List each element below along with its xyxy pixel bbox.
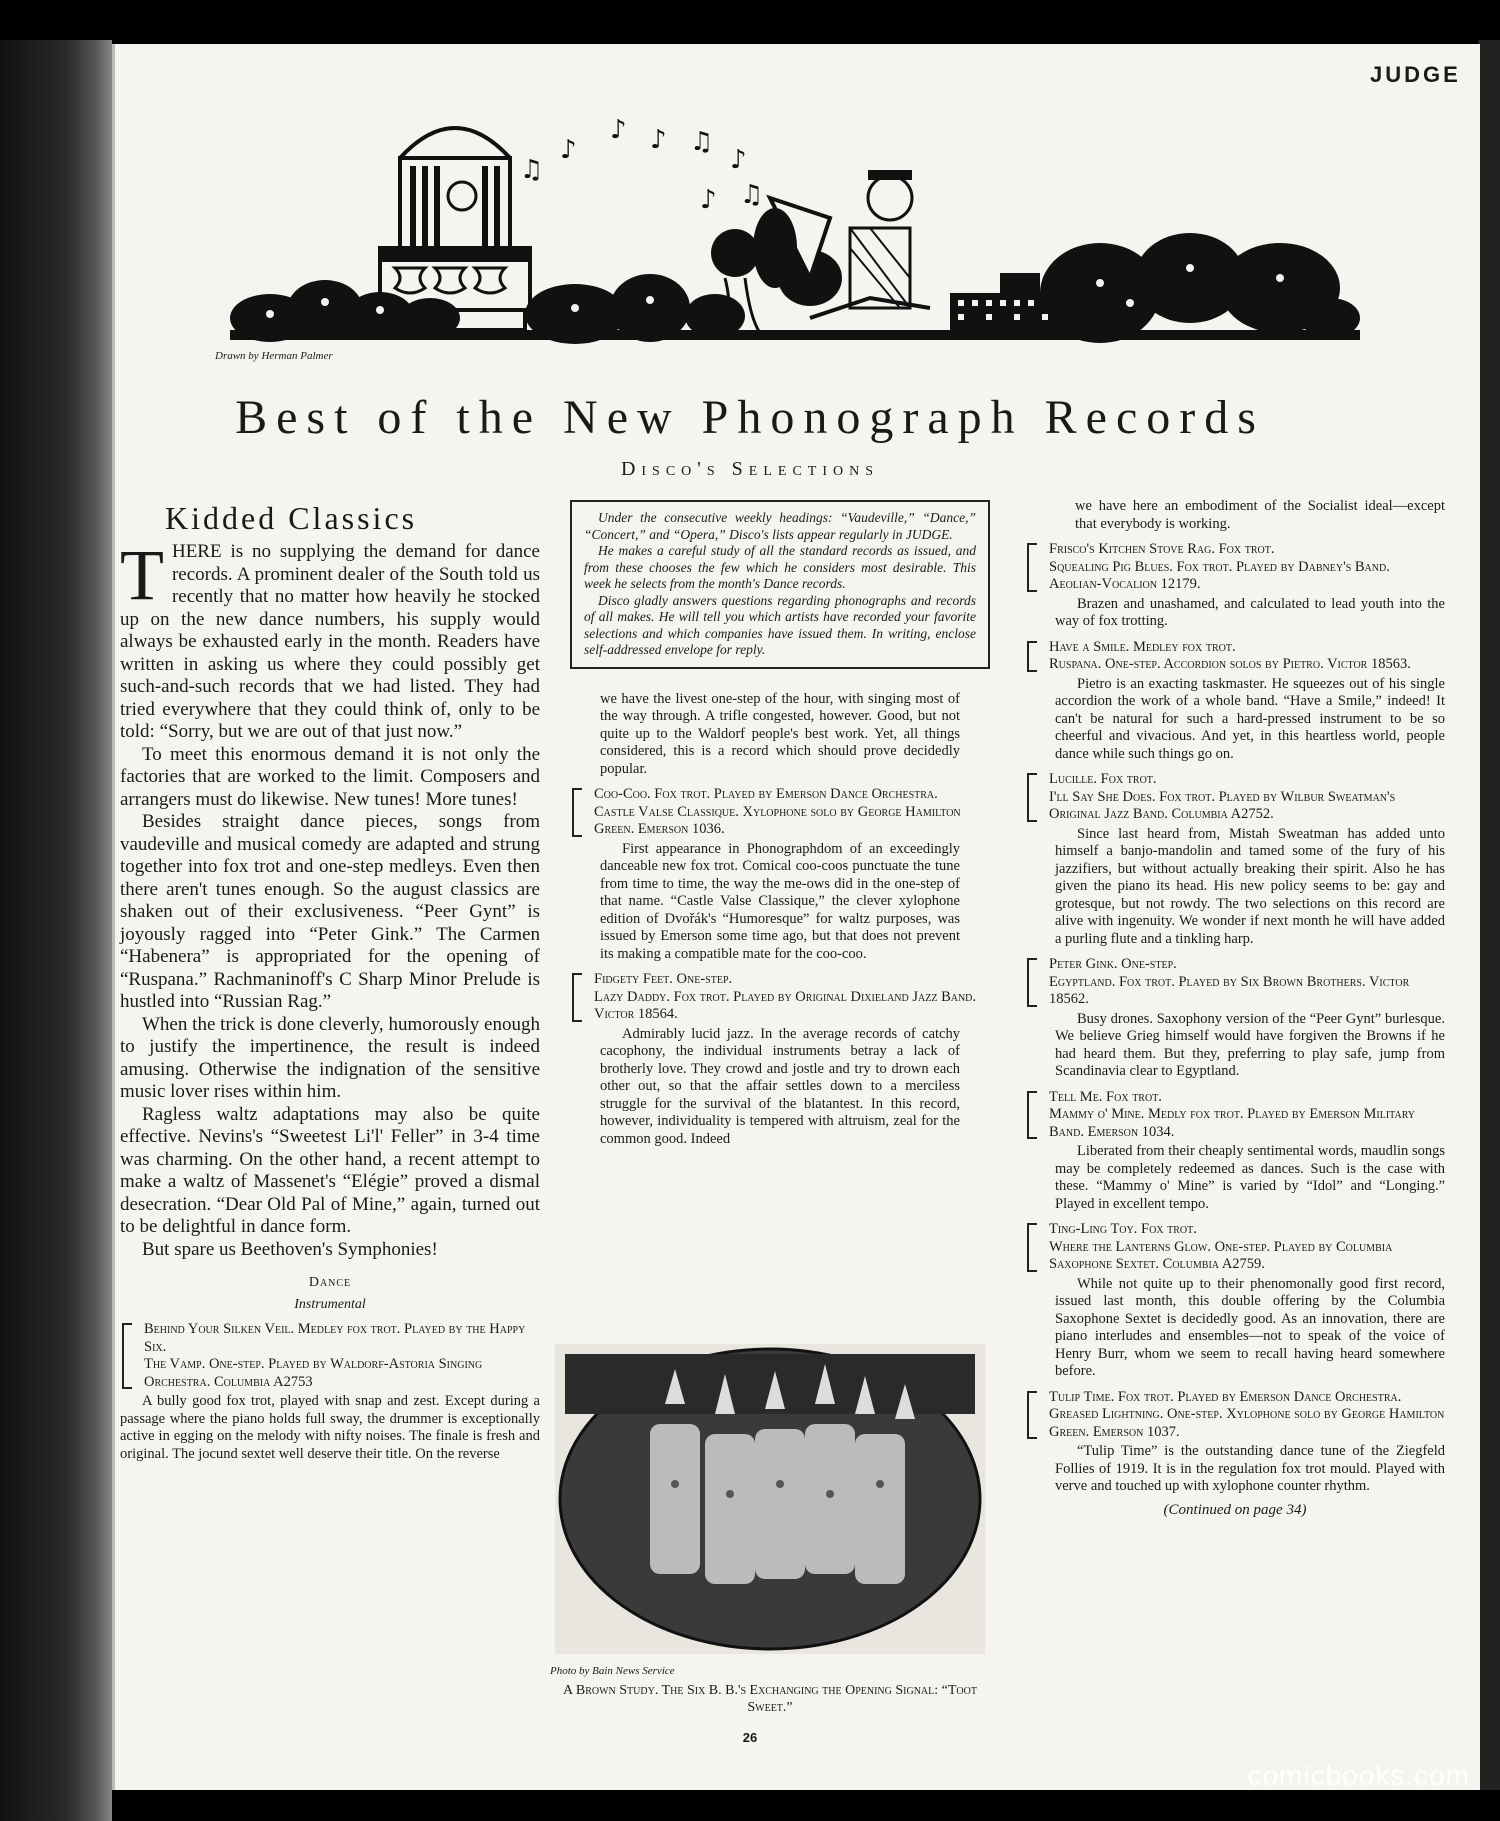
svg-text:♪: ♪: [560, 135, 577, 165]
magazine-name: JUDGE: [1370, 62, 1461, 87]
bracket: [1027, 958, 1037, 1007]
page-title: Best of the New Phonograph Records: [235, 391, 1265, 444]
svg-text:♫: ♫: [690, 127, 714, 157]
info-box: [570, 500, 990, 669]
dance-heading: Dance: [308, 1275, 352, 1290]
record-title: Greased Lightning. One-step. Xylophone solo by George Hamilton Green. Emerson 1037.: [1049, 1406, 1445, 1440]
bracket: [122, 1323, 132, 1389]
record-entry: [1025, 771, 1445, 824]
record-review: First appearance in Phonographdom of an exceedingly danceable new fox trot. Comical coo-coos punctuate the tune from time to time, the way the me-ows did in the one-step of that name. “Castle Valse Classique,” the clever xylophone edition of Dvořák's “Humoresque” for waltz purposes, was issued by Emerson some time ago, but that does not prevent its making a compatible mate for the coo-coo.: [600, 840, 960, 962]
section-heading: Kidded Classics: [165, 500, 418, 536]
record-review: Brazen and unashamed, and calculated to lead youth into the way of fox trotting.: [1055, 595, 1445, 629]
record-title: Lucille. Fox trot.: [1049, 771, 1157, 787]
record-title: Coo-Coo. Fox trot. Played by Emerson Dance Orchestra.: [594, 786, 938, 802]
record-entry: [120, 1321, 540, 1391]
svg-text:♫: ♫: [740, 180, 764, 210]
bracket: [1027, 543, 1037, 592]
bracket: [1027, 1091, 1037, 1140]
record-title: Ruspana. One-step. Accordion solos by Pietro. Victor 18563.: [1049, 656, 1411, 672]
binding-spine: [0, 40, 112, 1821]
bracket: [572, 973, 582, 1022]
photo-credit: Photo by Bain News Service: [550, 1665, 675, 1677]
record-review: Liberated from their cheaply sentimental words, maudlin songs may be completely redeemed as dances. Such is the case with these. “Mammy o' Mine” is varied by “Idol” and “Longing.” Played in excellent tempo.: [1055, 1143, 1445, 1212]
info-box-text: Disco gladly answers questions regarding phonographs and records of all makes. He will tell you which artists have recorded your favorite selections and which companies have issued them. In writing, enclose self-addressed envelope for reply.: [584, 592, 976, 657]
record-review: A bully good fox trot, played with snap and zest. Except during a passage where the piano holds full sway, the drummer is exceptionally active in egging on the melody with nifty noises. The finale is fresh and original. The jocund sextet well deserve their title. On the reverse: [120, 1393, 540, 1462]
record-title: Frisco's Kitchen Stove Rag. Fox trot.: [1049, 541, 1275, 557]
instrumental-subheading: Instrumental: [294, 1297, 366, 1312]
record-entry: [1025, 1221, 1445, 1274]
info-box-text: Under the consecutive weekly headings: “Vaudeville,” “Dance,” “Concert,” and “Opera,” Disco's lists appear regularly in JUDGE.: [584, 510, 976, 542]
record-title: Have a Smile. Medley fox trot.: [1049, 638, 1236, 655]
page-subtitle: Disco's Selections: [620, 458, 880, 480]
column-3: [1025, 498, 1445, 1519]
record-entry: [1025, 956, 1445, 1009]
record-title: Where the Lanterns Glow. One-step. Played by Columbia Saxophone Sextet. Columbia A2759.: [1049, 1238, 1393, 1272]
record-review: Since last heard from, Mistah Sweatman has added unto himself a banjo-mandolin and tamed some of the fury of his jazzifiers, but without actually breaking their spirit. Also he has given the piano its head. His new policy seems to be: gay and grotesque, but not rowdy. The two selections on this record are alive with ingenuity. We wonder if next month he will have added a purling flute and a tinkling harp.: [1055, 825, 1445, 947]
watermark: comicbooks.com: [1247, 1760, 1470, 1791]
paragraph: Besides straight dance pieces, songs from vaudeville and musical comedy are adapted and strung together into fox trot and one-step medleys. Even then there aren't tunes enough. So the august classics are shaken out of their exclusiveness. “Peer Gynt” is joyously ragged into “Peter Gink.” The Carmen “Habenera” is appropriated for the opening of “Ruspana.” Rachmaninoff's C Sharp Minor Prelude is hustled into “Russian Rag.”: [120, 811, 540, 1012]
record-title: Ting-Ling Toy. Fox trot.: [1049, 1221, 1197, 1237]
record-title: Lazy Daddy. Fox trot. Played by Original Dixieland Jazz Band. Victor 18564.: [594, 988, 977, 1022]
record-title: The Vamp. One-step. Played by Waldorf-Astoria Singing Orchestra. Columbia A2753: [144, 1356, 483, 1390]
record-title: Fidgety Feet. One-step.: [594, 971, 733, 987]
svg-text:♫: ♫: [520, 155, 544, 185]
record-title: Tell Me. Fox trot.: [1049, 1088, 1162, 1105]
record-title: Egyptland. Fox trot. Played by Six Brown Brothers. Victor 18562.: [1049, 973, 1410, 1007]
paragraph: But spare us Beethoven's Symphonies!: [142, 1238, 438, 1260]
record-title: Mammy o' Mine. Medly fox trot. Played by Emerson Military Band. Emerson 1034.: [1049, 1106, 1416, 1140]
lead-text: HERE is no supplying the demand for dance records. A prominent dealer of the South told us recently that no matter how heavily he stocked up on the new dance numbers, his supply would always be exhausted early in the month. Readers have written in asking us where they could possibly get such-and-such records that we had listed. They had tried everywhere that they could think of, only to be told: “Sorry, but we are out of that just now.”: [120, 541, 540, 742]
record-entry: [1025, 639, 1445, 674]
record-title: Castle Valse Classique. Xylophone solo by George Hamilton Green. Emerson 1036.: [594, 803, 961, 837]
record-review: Busy drones. Saxophony version of the “Peer Gynt” burlesque. We believe Grieg himself would have forgiven the Browns if he had heard them. But they, preferring to play safe, jump from Scandinavia clear to Egyptland.: [1055, 1010, 1445, 1079]
record-review: Admirably lucid jazz. In the average records of catchy cacophony, the individual instruments betray a lack of brotherly love. They crowd and jostle and try to drown each other out, so that the affair settles down to a merciless struggle for the survival of the blatantest. In this record, however, individuality is tempered with altruism, zeal for the common good. Indeed: [600, 1025, 960, 1147]
record-title: Peter Gink. One-step.: [1049, 956, 1177, 972]
record-review: “Tulip Time” is the outstanding dance tune of the Ziegfeld Follies of 1919. It is in the regulation fox trot mould. Played with verve and touched up with xylophone counter rhythm.: [1055, 1443, 1445, 1494]
header-illustration: [230, 78, 1360, 358]
record-title: Squealing Pig Blues. Fox trot. Played by Dabney's Band. Aeolian-Vocalion 12179.: [1049, 558, 1390, 592]
bracket: [1027, 1391, 1037, 1440]
svg-text:♪: ♪: [650, 125, 667, 155]
record-entry: [1025, 541, 1445, 594]
record-entry: [1025, 1089, 1445, 1142]
svg-text:♪: ♪: [610, 115, 627, 145]
page-edge: [1478, 40, 1500, 1790]
record-title: Behind Your Silken Veil. Medley fox trot. Played by the Happy Six.: [144, 1321, 526, 1355]
info-box-text: He makes a careful study of all the standard records as issued, and from these chooses the few which he considers most desirable. This week he selects from the month's Dance records.: [584, 543, 976, 591]
svg-text:♪: ♪: [730, 145, 747, 175]
record-entry: [1025, 1389, 1445, 1442]
bracket: [1027, 773, 1037, 822]
paragraph: Ragless waltz adaptations may also be quite effective. Nevins's “Sweetest Li'l' Feller” in 3-4 time was charming. On the other hand, a recent attempt to make a waltz of Massenet's “Elégie” proved a dismal desecration. “Dear Old Pal of Mine,” again, turned out to be delightful in dance form.: [120, 1103, 540, 1237]
drop-cap: T: [120, 535, 164, 615]
bracket: [1027, 641, 1037, 672]
illustration-credit: Drawn by Herman Palmer: [215, 350, 333, 362]
record-title: Tulip Time. Fox trot. Played by Emerson Dance Orchestra.: [1049, 1388, 1402, 1405]
record-entry: [570, 971, 990, 1024]
photo-caption: A Brown Study. The Six B. B.'s Exchanging the Opening Signal: “Toot Sweet.”: [563, 1683, 977, 1715]
continued-note: (Continued on page 34): [1163, 1501, 1307, 1518]
bracket: [1027, 1223, 1037, 1272]
svg-text:♪: ♪: [700, 185, 717, 215]
column-2: [570, 500, 990, 1148]
band-photo: [555, 1344, 985, 1654]
paragraph: To meet this enormous demand it is not only the factories that are worked to the limit. Composers and arrangers must do likewise. New tunes! More tunes!: [120, 743, 540, 810]
lead-paragraph: [120, 535, 540, 744]
continued-text: we have here an embodiment of the Socialist ideal—except that everybody is working.: [1075, 498, 1445, 532]
continued-text: we have the livest one-step of the hour, with singing most of the way through. A trifle congested, however. Good, but not quite up to the Waldorf people's best work. Yet, all things considered, this is a record which should prove decidedly popular.: [600, 690, 960, 777]
record-entry: [570, 786, 990, 839]
paragraph: When the trick is done cleverly, humorously enough to justify the impertinence, the result is indeed amusing. Otherwise the indignation of the sensitive music lover rises within him.: [120, 1013, 540, 1102]
record-review: Pietro is an exacting taskmaster. He squeezes out of his single accordion the work of a whole band. “Have a Smile,” indeed! It can't be natural for such a hard-pressed instrument to be so cheerful and vivacious. And yet, in this heartless world, people dance while such things go on.: [1055, 675, 1445, 762]
column-1: [120, 500, 540, 1463]
record-title: I'll Say She Does. Fox trot. Played by Wilbur Sweatman's Original Jazz Band. Columbia A2752.: [1049, 788, 1396, 822]
record-review: While not quite up to their phenomonally good first record, issued last month, this double offering by the Columbia Saxophone Sextet is decidedly good. As an innovation, there are piano interludes and ensembles—not to speak of the voice of Henry Burr, whom we seem to recall having heard somewhere before.: [1055, 1275, 1445, 1379]
bracket: [572, 788, 582, 837]
page-number: 26: [742, 1730, 758, 1745]
